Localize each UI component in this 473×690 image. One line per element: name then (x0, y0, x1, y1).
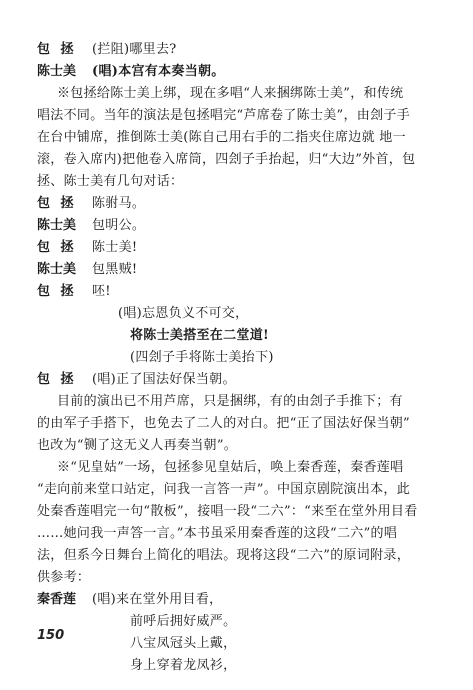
dialogue-line (37, 40, 442, 60)
verse-line: 身上穿着龙凤衫， (130, 658, 237, 673)
dialogue-text: (唱)来在堂外用目看， (92, 592, 223, 607)
speaker-name: 包 拯 (37, 196, 77, 211)
note-text-line: 供参考： (37, 570, 91, 585)
dialogue-line (37, 238, 442, 258)
verse-line: 将陈士美搭至在二堂道! (130, 328, 270, 343)
dialogue-text: (唱)本宫有本奏当朝。 (92, 64, 225, 79)
dialogue-text: (唱)正了国法好保当朝。 (92, 372, 236, 387)
dialogue-line (37, 282, 442, 302)
dialogue-text: 陈士美! (92, 240, 138, 255)
note-text-line: “走向前来堂口站定，问我一言答一声”。中国京剧院演出本，此 (37, 482, 410, 497)
note-text-line: 的由军子手搭下，也免去了二人的对白。把“正了国法好保当朝” (37, 416, 410, 431)
speaker-name: 秦香莲 (37, 592, 77, 607)
dialogue-line (37, 590, 442, 610)
note-text-line: ※“见皇姑”一场，包拯参见皇姑后，唤上秦香莲，秦香莲唱 (57, 460, 404, 475)
note-text-line: 目前的演出已不用芦席，只是捆绑，有的由刽子手推下；有 (57, 394, 403, 409)
speaker-name: 包 拯 (37, 240, 77, 255)
dialogue-text: 包明公。 (92, 218, 146, 233)
dialogue-text: 包黑贼! (92, 262, 138, 277)
speaker-name: 陈士美 (37, 218, 77, 233)
speaker-name: 包 拯 (37, 284, 77, 299)
note-text-line: 唱法不同。当年的演法是包拯唱完“芦席卷了陈士美”，由刽子手 (37, 108, 410, 123)
speaker-name: 包 拯 (37, 42, 77, 57)
note-text-line: 法，但系今日舞台上简化的唱法。现将这段“二六”的原词附录， (37, 548, 410, 563)
dialogue-line (37, 260, 442, 280)
speaker-name: 陈士美 (37, 262, 77, 277)
verse-line: 前呼后拥好威严。 (130, 614, 237, 629)
verse-line: 八宝凤冠头上戴， (130, 636, 237, 651)
dialogue-text: (拦阻)哪里去? (92, 42, 177, 57)
dialogue-line (37, 194, 442, 214)
note-text-line: 拯、陈士美有几句对话： (37, 174, 184, 189)
dialogue-line (37, 370, 442, 390)
dialogue-line (37, 62, 442, 82)
dialogue-text: 陈驸马。 (92, 196, 146, 211)
verse-line: (唱)忘恩负义不可交， (118, 306, 249, 321)
dialogue-text: 呸! (92, 284, 111, 299)
dialogue-line (37, 216, 442, 236)
note-text-line: ……她问我一声答一言。”本书虽采用秦香莲的这段“二六”的唱 (37, 526, 398, 541)
stage-direction: (四刽子手将陈士美抬下) (130, 350, 274, 365)
note-text-line: 在台中铺席，推倒陈士美(陈自己用右手的二指夹住席边就 地一 (37, 130, 406, 145)
page-number: 150 (37, 628, 65, 643)
speaker-name: 包 拯 (37, 372, 77, 387)
note-text-line: 也改为“铡了这无义人再奏当朝”。 (37, 438, 238, 453)
note-text-line: 滚，卷入席内)把他卷入席筒，四刽子手抬起，归“大边”外首，包 (37, 152, 416, 167)
note-text-line: ※包拯给陈士美上绑，现在多唱“人来捆绑陈士美”，和传统 (57, 86, 404, 101)
note-text-line: 处秦香莲唱完一句“散板”，接唱一段“二六”：“来至在堂外用目看 (37, 504, 418, 519)
speaker-name: 陈士美 (37, 64, 77, 79)
